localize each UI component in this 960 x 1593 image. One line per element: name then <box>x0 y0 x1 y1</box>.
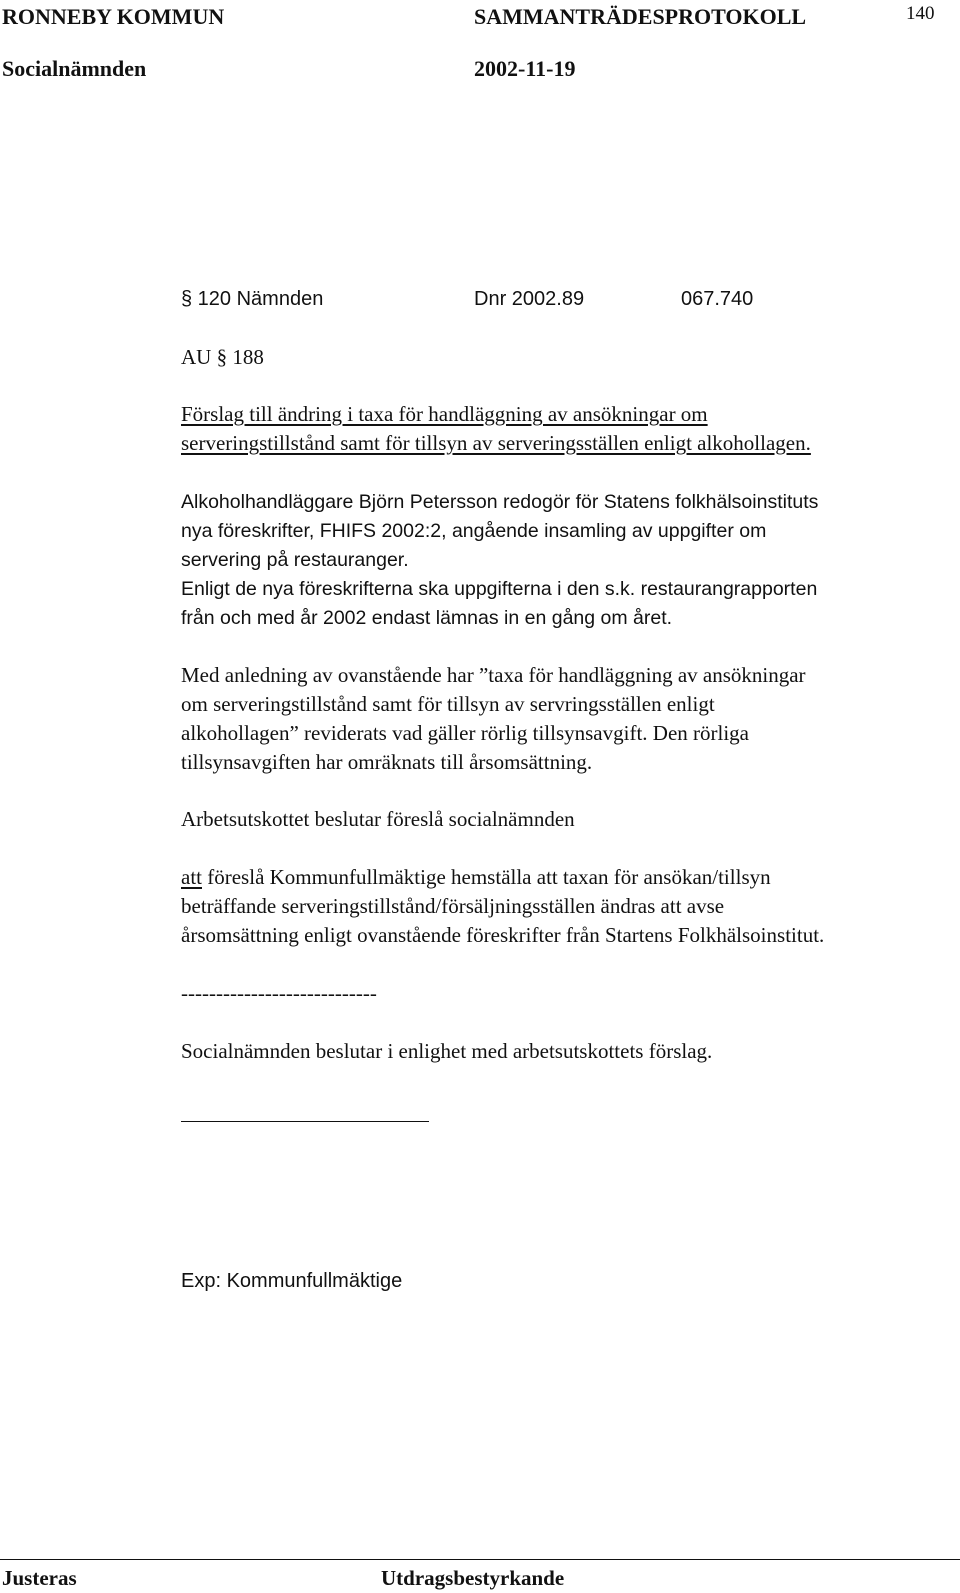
paragraph-line: Enligt de nya föreskrifterna ska uppgifterna i den s.k. restaurangrapporten <box>181 578 818 600</box>
paragraph-line: tillsynsavgiften har omräknats till årsomsättning. <box>181 750 593 774</box>
paragraph-line: alkohollagen” reviderats vad gäller rörlig tillsynsavgift. Den rörliga <box>181 721 749 745</box>
header-committee: Socialnämnden <box>2 56 147 81</box>
committee-proposal: Arbetsutskottet beslutar föreslå socialnämnden <box>181 807 575 831</box>
footer-rule <box>0 1559 960 1560</box>
item-title-line: serveringstillstånd samt för tillsyn av serveringsställen enligt alkohollagen. <box>181 431 811 455</box>
item-title-line: Förslag till ändring i taxa för handläggning av ansökningar om <box>181 402 708 426</box>
header-doc-type: SAMMANTRÄDESPROTOKOLL <box>474 4 807 29</box>
decision-line: beträffande serveringstillstånd/försäljningsställen ändras att avse <box>181 894 725 918</box>
paragraph-line: nya föreskrifter, FHIFS 2002:2, angående insamling av uppgifter om <box>181 520 767 542</box>
decision-text <box>181 863 951 950</box>
expedition-text: Exp: Kommunfullmäktige <box>181 1270 403 1292</box>
section-number: § 120 Nämnden <box>181 288 324 310</box>
header-date: 2002-11-19 <box>474 56 576 81</box>
au-section: AU § 188 <box>181 345 264 369</box>
resolution-text: Socialnämnden beslutar i enlighet med arbetsutskottets förslag. <box>181 1039 713 1063</box>
decision-keyword: att <box>181 865 202 889</box>
dashed-separator: ---------------------------- <box>181 981 377 1005</box>
diary-number: Dnr 2002.89 <box>474 288 585 310</box>
item-title <box>181 400 951 458</box>
header-org: RONNEBY KOMMUN <box>2 4 225 29</box>
paragraph-line: från och med år 2002 endast lämnas in en gång om året. <box>181 607 673 629</box>
decision-line: årsomsättning enligt ovanstående föreskrifter från Startens Folkhälsoinstitut. <box>181 923 825 947</box>
footer-justeras: Justeras <box>2 1566 77 1590</box>
paragraph-line: om serveringstillstånd samt för tillsyn av servringsställen enligt <box>181 692 715 716</box>
signature-line <box>181 1121 429 1122</box>
paragraph-line: servering på restauranger. <box>181 549 409 571</box>
decision-line <box>181 863 951 892</box>
archive-code: 067.740 <box>681 288 754 310</box>
paragraph-line: Alkoholhandläggare Björn Petersson redogör för Statens folkhälsoinstituts <box>181 491 819 513</box>
paragraph-line: Med anledning av ovanstående har ”taxa för handläggning av ansökningar <box>181 663 806 687</box>
paragraph-revision <box>181 661 951 777</box>
footer-extract-certification: Utdragsbestyrkande <box>381 1566 565 1590</box>
paragraph-background <box>181 488 951 633</box>
page-number: 140 <box>906 3 935 24</box>
decision-line-text: föreslå Kommunfullmäktige hemställa att taxan för ansökan/tillsyn <box>202 865 771 889</box>
